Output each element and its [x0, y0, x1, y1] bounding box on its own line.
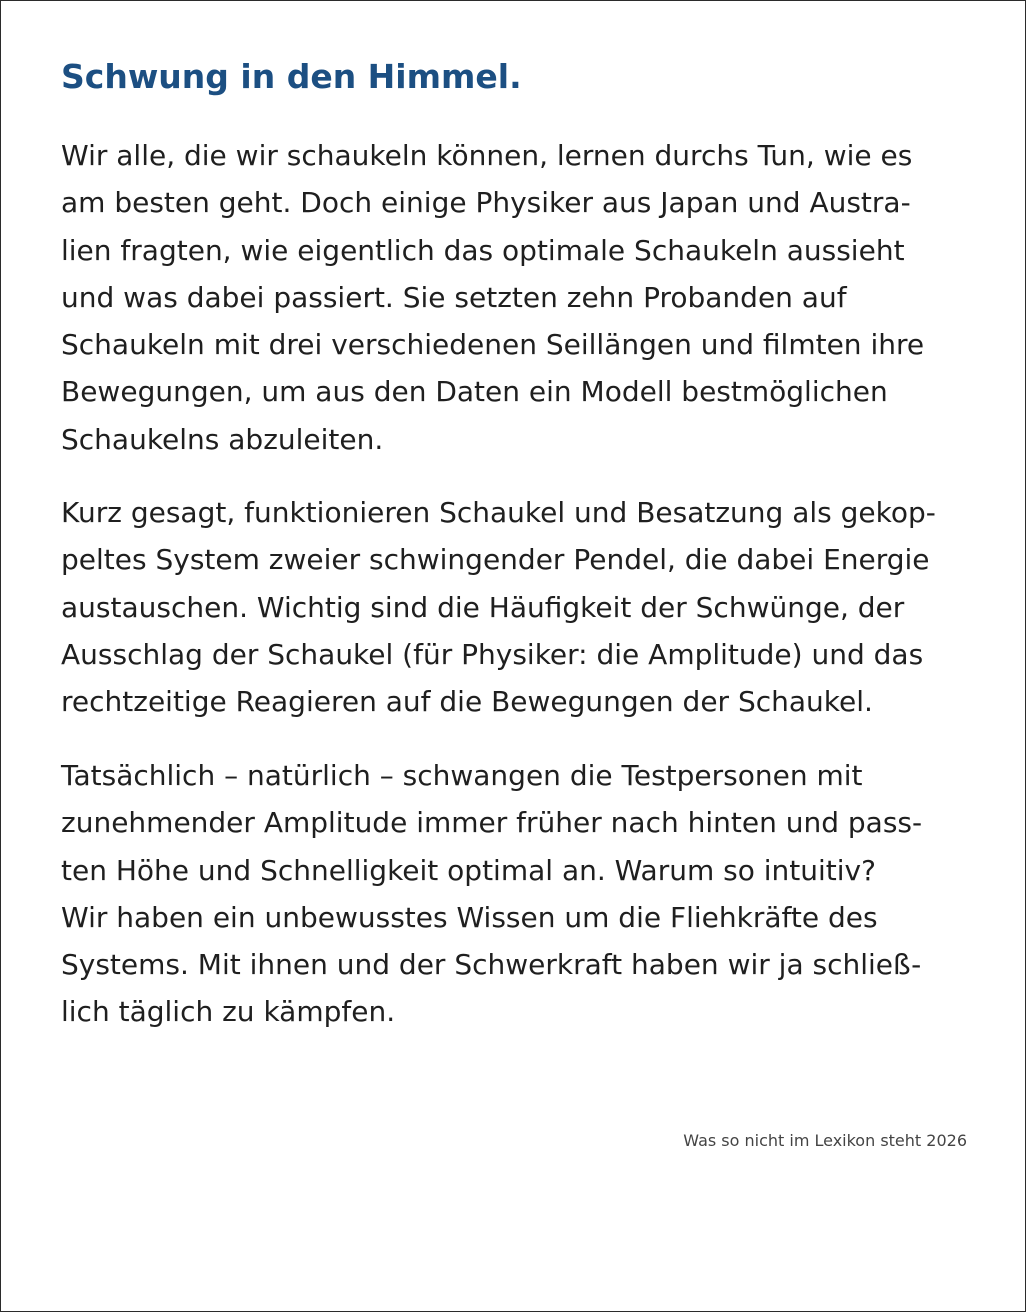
- text-line: peltes System zweier schwingender Pendel, die dabei Energie: [61, 543, 930, 577]
- text-line: lien fragten, wie eigentlich das optimale Schaukeln aussieht: [61, 233, 905, 267]
- text-line: Tatsächlich – natürlich – schwangen die Testpersonen mit: [61, 759, 863, 792]
- text-line: Ausschlag der Schaukel (für Physiker: die Amplitude) und das: [61, 637, 924, 671]
- text-line: austauschen. Wichtig sind die Häufigkeit der Schwünge, der: [61, 590, 905, 624]
- text-line: Schaukeln mit drei verschiedenen Seillängen und filmten ihre: [61, 328, 925, 362]
- text-line: und was dabei passiert. Sie setzten zehn Probanden auf: [61, 280, 847, 314]
- text-line: Bewegungen, um aus den Daten ein Modell bestmöglichen: [61, 375, 888, 409]
- text-line: Schaukelns abzuleiten.: [61, 422, 384, 456]
- text-line: ten Höhe und Schnelligkeit optimal an. Warum so intuitiv?: [61, 853, 876, 887]
- text-line: zunehmender Amplitude immer früher nach hinten und pass-: [61, 806, 923, 840]
- text-line: am besten geht. Doch einige Physiker aus Japan und Austra-: [61, 186, 911, 220]
- text-line: lich täglich zu kämpfen.: [61, 995, 396, 1029]
- text-line: Wir haben ein unbewusstes Wissen um die Fliehkräfte des: [61, 900, 878, 934]
- text-line: rechtzeitige Reagieren auf die Bewegungen der Schaukel.: [61, 685, 873, 719]
- page-title: Schwung in den Himmel.: [61, 57, 522, 96]
- text-line: Wir alle, die wir schaukeln können, lernen durchs Tun, wie es: [61, 139, 913, 172]
- paragraph-1: [61, 132, 924, 463]
- paragraph-3: [61, 752, 922, 1036]
- source-footer: Was so nicht im Lexikon steht 2026: [683, 1131, 967, 1150]
- paragraph-2: [61, 489, 936, 725]
- text-line: Kurz gesagt, funktionieren Schaukel und Besatzung als gekop-: [61, 496, 936, 529]
- text-line: Systems. Mit ihnen und der Schwerkraft haben wir ja schließ-: [61, 948, 922, 982]
